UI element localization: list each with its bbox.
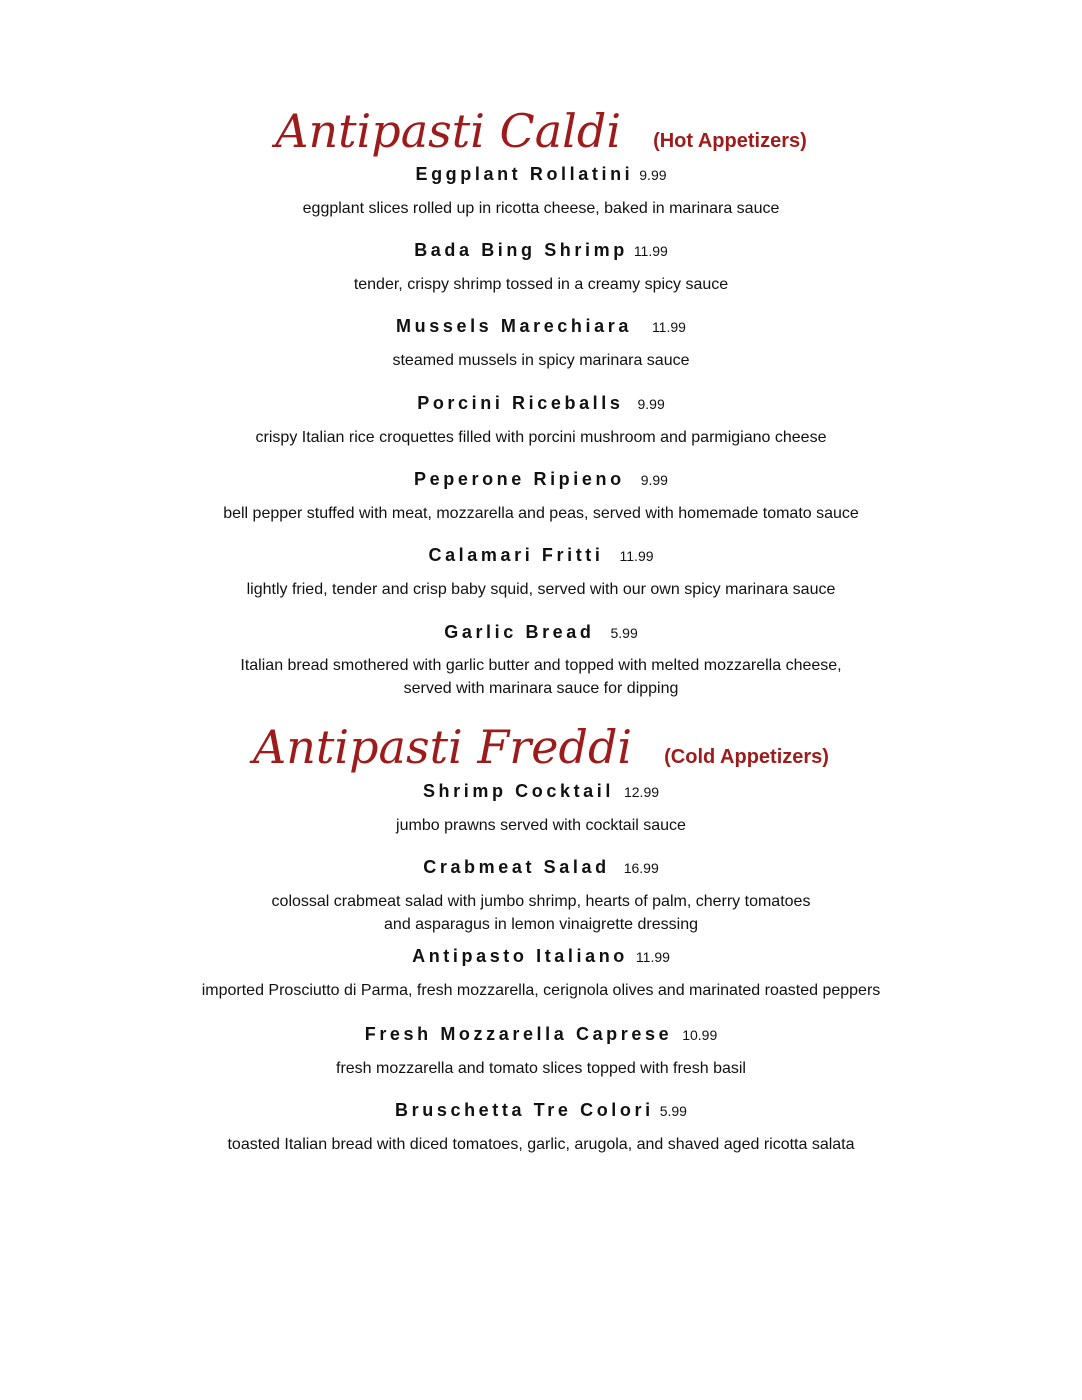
item-description: steamed mussels in spicy marinara sauce bbox=[392, 352, 690, 369]
menu-item-name bbox=[0, 316, 1082, 337]
menu-item-name bbox=[0, 240, 1082, 261]
item-price: 11.99 bbox=[651, 319, 686, 335]
item-description: eggplant slices rolled up in ricotta cheese, baked in marinara sauce bbox=[302, 200, 780, 217]
item-price: 5.99 bbox=[659, 1103, 687, 1119]
item-price: 11.99 bbox=[619, 548, 654, 564]
item-description: served with marinara sauce for dipping bbox=[403, 680, 679, 697]
item-name: Garlic Bread bbox=[444, 622, 595, 642]
section-subtitle: (Cold Appetizers) bbox=[664, 746, 829, 768]
section-title: Antipasti Freddi bbox=[253, 720, 633, 774]
item-description: lightly fried, tender and crisp baby squid, served with our own spicy marinara sauce bbox=[246, 581, 836, 598]
item-price: 9.99 bbox=[639, 167, 667, 183]
section-heading-hot bbox=[0, 104, 1082, 158]
menu-item-name bbox=[0, 469, 1082, 490]
menu-item-name bbox=[0, 857, 1082, 878]
item-name: Porcini Riceballs bbox=[417, 393, 624, 413]
section-title: Antipasti Caldi bbox=[275, 104, 622, 158]
item-name: Bruschetta Tre Colori bbox=[395, 1100, 654, 1120]
item-description: tender, crispy shrimp tossed in a creamy spicy sauce bbox=[353, 276, 729, 293]
item-description: toasted Italian bread with diced tomatoes, garlic, arugola, and shaved aged ricotta salata bbox=[227, 1136, 855, 1153]
item-description: bell pepper stuffed with meat, mozzarella and peas, served with homemade tomato sauce bbox=[223, 505, 859, 522]
item-description: and asparagus in lemon vinaigrette dressing bbox=[384, 916, 698, 933]
item-description: imported Prosciutto di Parma, fresh mozzarella, cerignola olives and marinated roasted peppers bbox=[201, 982, 881, 999]
item-description: colossal crabmeat salad with jumbo shrimp, hearts of palm, cherry tomatoes bbox=[271, 893, 811, 910]
item-description: Italian bread smothered with garlic butter and topped with melted mozzarella cheese, bbox=[240, 657, 842, 674]
item-price: 11.99 bbox=[633, 243, 668, 259]
item-name: Peperone Ripieno bbox=[414, 469, 625, 489]
item-price: 9.99 bbox=[637, 396, 665, 412]
item-price: 12.99 bbox=[623, 784, 660, 800]
item-price: 16.99 bbox=[623, 860, 659, 876]
item-price: 9.99 bbox=[640, 472, 668, 488]
item-price: 10.99 bbox=[682, 1027, 718, 1043]
item-description: fresh mozzarella and tomato slices topped with fresh basil bbox=[336, 1060, 746, 1077]
menu-item-name bbox=[0, 1100, 1082, 1121]
item-name: Calamari Fritti bbox=[428, 545, 604, 565]
item-name: Antipasto Italiano bbox=[412, 946, 628, 966]
item-price: 5.99 bbox=[610, 625, 638, 641]
menu-item-name bbox=[0, 781, 1082, 802]
menu-item-name bbox=[0, 1024, 1082, 1045]
item-description: jumbo prawns served with cocktail sauce bbox=[396, 817, 686, 834]
item-name: Bada Bing Shrimp bbox=[414, 240, 628, 260]
item-description: crispy Italian rice croquettes filled with porcini mushroom and parmigiano cheese bbox=[255, 429, 827, 446]
item-name: Mussels Marechiara bbox=[396, 316, 632, 336]
section-heading-cold bbox=[0, 720, 1082, 774]
item-name: Shrimp Cocktail bbox=[422, 781, 614, 801]
menu-item-name bbox=[0, 545, 1082, 566]
section-subtitle: (Hot Appetizers) bbox=[653, 130, 807, 152]
menu-item-name bbox=[0, 622, 1082, 643]
item-price: 11.99 bbox=[635, 949, 670, 965]
item-name: Crabmeat Salad bbox=[423, 857, 610, 877]
menu-item-name bbox=[0, 164, 1082, 185]
menu-item-name bbox=[0, 946, 1082, 967]
item-name: Fresh Mozzarella Caprese bbox=[364, 1024, 673, 1044]
menu-item-name bbox=[0, 393, 1082, 414]
item-name: Eggplant Rollatini bbox=[415, 164, 634, 184]
